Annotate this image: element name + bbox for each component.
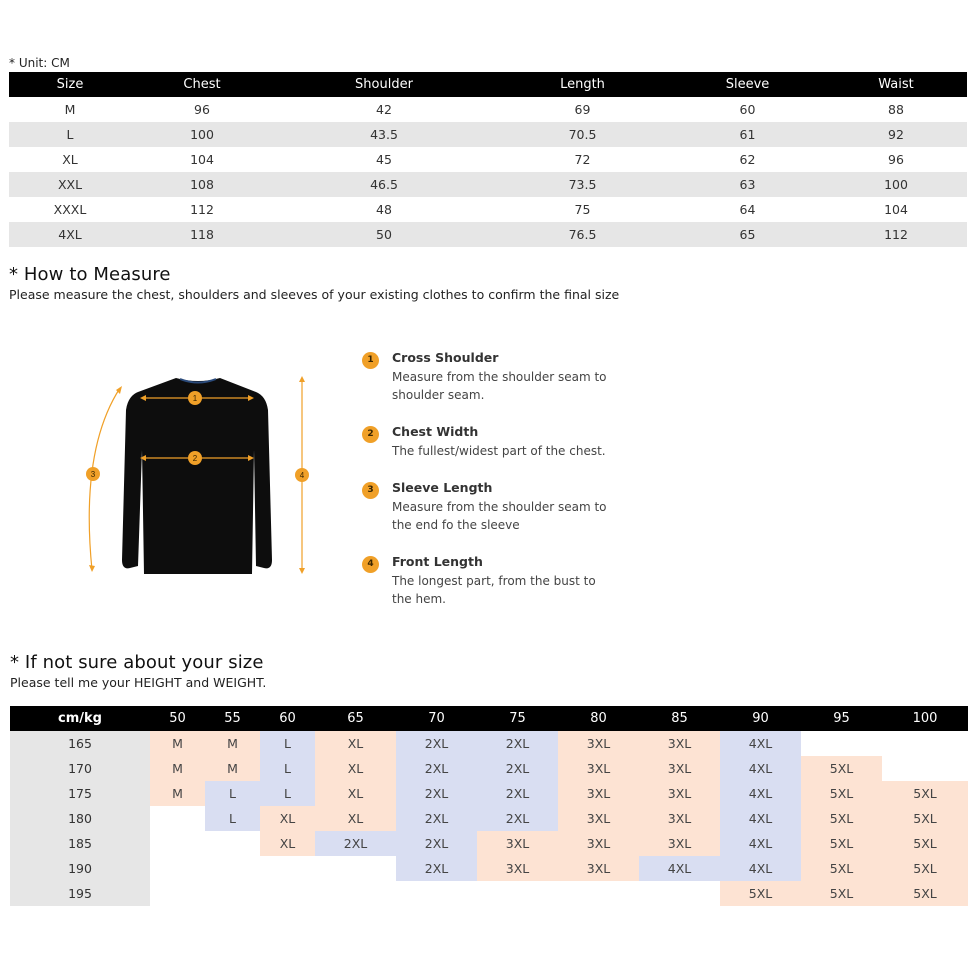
table-row — [10, 856, 968, 881]
size-chart-header-row — [9, 72, 967, 97]
step-title: Chest Width — [392, 424, 479, 439]
size-recommendation-cell — [205, 856, 260, 881]
size-recommendation-cell: 4XL — [639, 856, 720, 881]
length-cell: 75 — [574, 202, 591, 217]
size-recommendation-cell — [477, 881, 558, 906]
size-cell: M — [64, 102, 76, 117]
size-recommendation-cell: 2XL — [477, 756, 558, 781]
corner-header: cm/kg — [10, 706, 150, 731]
table-row — [10, 756, 968, 781]
size-recommendation-cell — [260, 881, 315, 906]
size-recommendation-cell — [558, 881, 639, 906]
table-row — [9, 122, 967, 147]
size-recommendation-cell: 3XL — [558, 731, 639, 756]
size-chart-header-sleeve: Sleeve — [670, 72, 825, 97]
step-title: Front Length — [392, 554, 483, 569]
size-recommendation-cell: 5XL — [882, 831, 968, 856]
size-cell: L — [9, 122, 131, 147]
size-chart-header-size: Size — [9, 72, 131, 97]
size-recommendation-cell — [315, 881, 396, 906]
sleeve-cell: 65 — [670, 222, 825, 247]
height-cell: 185 — [10, 831, 150, 856]
size-recommendation-cell — [150, 856, 205, 881]
size-recommendation-cell: 3XL — [639, 731, 720, 756]
size-cell: XXL — [9, 172, 131, 197]
weight-header: 70 — [396, 706, 477, 731]
sweater-illustration — [80, 370, 320, 580]
height-cell: 180 — [10, 806, 150, 831]
sleeve-cell: 61 — [670, 122, 825, 147]
step-description: The fullest/widest part of the chest. — [392, 444, 606, 458]
not-sure-title: * If not sure about your size — [10, 652, 264, 673]
size-recommendation-cell: M — [150, 781, 205, 806]
size-recommendation-cell: 3XL — [558, 806, 639, 831]
table-row — [10, 731, 968, 756]
sweater-measure-figure — [80, 370, 320, 580]
shoulder-cell: 45 — [376, 152, 392, 167]
size-recommendation-cell: 5XL — [882, 781, 968, 806]
size-recommendation-cell — [205, 831, 260, 856]
size-recommendation-cell: 2XL — [477, 731, 558, 756]
size-recommendation-cell: 3XL — [477, 831, 558, 856]
table-row — [10, 781, 968, 806]
sweater-shape — [122, 378, 272, 574]
size-recommendation-cell: M — [205, 731, 260, 756]
size-recommendation-cell — [639, 881, 720, 906]
size-recommendation-cell: 5XL — [801, 881, 882, 906]
size-recommendation-cell: 2XL — [396, 856, 477, 881]
length-cell: 73.5 — [495, 172, 670, 197]
size-cell: XL — [62, 152, 78, 167]
chest-cell: 118 — [131, 222, 273, 247]
size-recommendation-cell — [205, 881, 260, 906]
weight-header: 95 — [801, 706, 882, 731]
marker-3-label: 3 — [90, 470, 96, 479]
sleeve-cell: 60 — [739, 102, 756, 117]
size-cell: XXXL — [53, 202, 87, 217]
size-recommendation-cell — [150, 806, 205, 831]
length-cell: 70.5 — [495, 122, 670, 147]
height-weight-header-row — [10, 706, 968, 731]
size-recommendation-cell: 5XL — [720, 881, 801, 906]
size-recommendation-cell: XL — [260, 806, 315, 831]
height-cell: 170 — [10, 756, 150, 781]
weight-header: 85 — [639, 706, 720, 731]
length-cell: 76.5 — [495, 222, 670, 247]
length-cell: 72 — [574, 152, 591, 167]
size-recommendation-cell: 3XL — [639, 831, 720, 856]
size-recommendation-cell: 3XL — [558, 756, 639, 781]
weight-header: 55 — [205, 706, 260, 731]
sleeve-cell: 64 — [739, 202, 756, 217]
length-cell: 69 — [574, 102, 591, 117]
table-row — [9, 197, 967, 222]
size-recommendation-cell: 5XL — [801, 756, 882, 781]
size-recommendation-cell: 3XL — [477, 856, 558, 881]
size-recommendation-cell: 5XL — [801, 781, 882, 806]
weight-header: 60 — [260, 706, 315, 731]
size-recommendation-cell: L — [205, 781, 260, 806]
shoulder-cell: 50 — [273, 222, 495, 247]
size-recommendation-cell — [150, 831, 205, 856]
weight-header: 90 — [720, 706, 801, 731]
size-recommendation-cell: 4XL — [720, 781, 801, 806]
size-recommendation-cell: 4XL — [720, 806, 801, 831]
height-cell: 175 — [10, 781, 150, 806]
size-recommendation-cell: 2XL — [396, 831, 477, 856]
size-chart-header-chest: Chest — [131, 72, 273, 97]
size-recommendation-cell: 4XL — [720, 856, 801, 881]
length-arrow-head-bottom — [299, 568, 305, 574]
chest-cell: 112 — [190, 202, 214, 217]
table-row — [9, 172, 967, 197]
sleeve-cell: 63 — [670, 172, 825, 197]
size-recommendation-cell: L — [260, 756, 315, 781]
table-row — [10, 881, 968, 906]
unit-label: * Unit: CM — [9, 56, 70, 70]
size-recommendation-cell: L — [205, 806, 260, 831]
table-row — [10, 831, 968, 856]
size-recommendation-cell: 5XL — [801, 806, 882, 831]
size-recommendation-cell — [260, 856, 315, 881]
size-recommendation-cell: M — [205, 756, 260, 781]
size-chart-header-waist: Waist — [825, 72, 967, 97]
size-recommendation-cell — [882, 756, 968, 781]
size-recommendation-cell — [315, 856, 396, 881]
size-recommendation-cell — [396, 881, 477, 906]
size-recommendation-cell: L — [260, 731, 315, 756]
shoulder-cell: 43.5 — [273, 122, 495, 147]
size-recommendation-cell: 2XL — [477, 806, 558, 831]
chest-cell: 108 — [131, 172, 273, 197]
table-row — [9, 222, 967, 247]
size-chart-header-shoulder: Shoulder — [273, 72, 495, 97]
size-recommendation-cell — [801, 731, 882, 756]
how-to-measure-title: * How to Measure — [9, 264, 171, 285]
table-row — [10, 806, 968, 831]
chest-cell: 100 — [131, 122, 273, 147]
not-sure-subtitle: Please tell me your HEIGHT and WEIGHT. — [10, 675, 267, 690]
step-title: Sleeve Length — [392, 480, 493, 495]
step-number-badge: 2 — [362, 426, 379, 443]
size-recommendation-cell: 2XL — [315, 831, 396, 856]
shoulder-cell: 48 — [376, 202, 392, 217]
weight-header: 65 — [315, 706, 396, 731]
size-chart-table — [9, 72, 967, 247]
size-recommendation-cell: 2XL — [396, 806, 477, 831]
size-recommendation-cell: XL — [260, 831, 315, 856]
length-arrow-head-top — [299, 376, 305, 382]
waist-cell: 96 — [888, 152, 904, 167]
chest-cell: 96 — [194, 102, 210, 117]
sleeve-arrow-head-bottom — [89, 565, 95, 572]
size-cell: 4XL — [9, 222, 131, 247]
step-number-badge: 1 — [362, 352, 379, 369]
weight-header: 50 — [150, 706, 205, 731]
height-cell: 165 — [10, 731, 150, 756]
marker-4-label: 4 — [299, 471, 305, 480]
marker-2-label: 2 — [192, 454, 198, 463]
step-description: The longest part, from the bust to the hem. — [392, 574, 596, 606]
size-recommendation-cell: XL — [315, 731, 396, 756]
waist-cell: 104 — [884, 202, 908, 217]
size-recommendation-cell: 5XL — [801, 856, 882, 881]
size-recommendation-cell: 2XL — [477, 781, 558, 806]
size-recommendation-cell: 3XL — [558, 856, 639, 881]
size-recommendation-cell — [882, 731, 968, 756]
size-recommendation-cell: 3XL — [558, 831, 639, 856]
size-recommendation-cell — [150, 881, 205, 906]
size-recommendation-cell: 5XL — [882, 856, 968, 881]
shoulder-cell: 46.5 — [273, 172, 495, 197]
size-recommendation-cell: 3XL — [639, 781, 720, 806]
step-number-badge: 3 — [362, 482, 379, 499]
table-row — [9, 97, 967, 122]
size-recommendation-cell: 4XL — [720, 731, 801, 756]
size-recommendation-cell: 3XL — [639, 756, 720, 781]
size-recommendation-cell: XL — [315, 781, 396, 806]
size-recommendation-cell: L — [260, 781, 315, 806]
step-number-badge: 4 — [362, 556, 379, 573]
weight-header: 75 — [477, 706, 558, 731]
chest-cell: 104 — [190, 152, 214, 167]
size-recommendation-cell: 3XL — [639, 806, 720, 831]
weight-header: 80 — [558, 706, 639, 731]
weight-header: 100 — [882, 706, 968, 731]
size-recommendation-cell: 5XL — [801, 831, 882, 856]
size-recommendation-cell: 2XL — [396, 731, 477, 756]
marker-1-label: 1 — [192, 394, 198, 403]
size-recommendation-cell: 2XL — [396, 781, 477, 806]
waist-cell: 112 — [825, 222, 967, 247]
size-chart-header-length: Length — [495, 72, 670, 97]
waist-cell: 92 — [825, 122, 967, 147]
how-to-measure-subtitle: Please measure the chest, shoulders and sleeves of your existing clothes to confirm the final size — [9, 287, 620, 302]
size-recommendation-cell: 2XL — [396, 756, 477, 781]
sleeve-cell: 62 — [739, 152, 756, 167]
waist-cell: 100 — [825, 172, 967, 197]
size-recommendation-cell: 3XL — [558, 781, 639, 806]
step-description: Measure from the shoulder seam to shoulder seam. — [392, 370, 607, 402]
size-recommendation-cell: 4XL — [720, 831, 801, 856]
size-recommendation-cell: 5XL — [882, 806, 968, 831]
size-recommendation-cell: XL — [315, 756, 396, 781]
height-cell: 190 — [10, 856, 150, 881]
table-row — [9, 147, 967, 172]
height-weight-table — [10, 706, 968, 906]
size-recommendation-cell: 5XL — [882, 881, 968, 906]
step-description: Measure from the shoulder seam to the end fo the sleeve — [392, 500, 607, 532]
size-recommendation-cell: XL — [315, 806, 396, 831]
shoulder-cell: 42 — [376, 102, 392, 117]
size-recommendation-cell: M — [150, 756, 205, 781]
size-recommendation-cell: M — [150, 731, 205, 756]
size-recommendation-cell: 4XL — [720, 756, 801, 781]
waist-cell: 88 — [888, 102, 904, 117]
step-title: Cross Shoulder — [392, 350, 499, 365]
height-cell: 195 — [10, 881, 150, 906]
